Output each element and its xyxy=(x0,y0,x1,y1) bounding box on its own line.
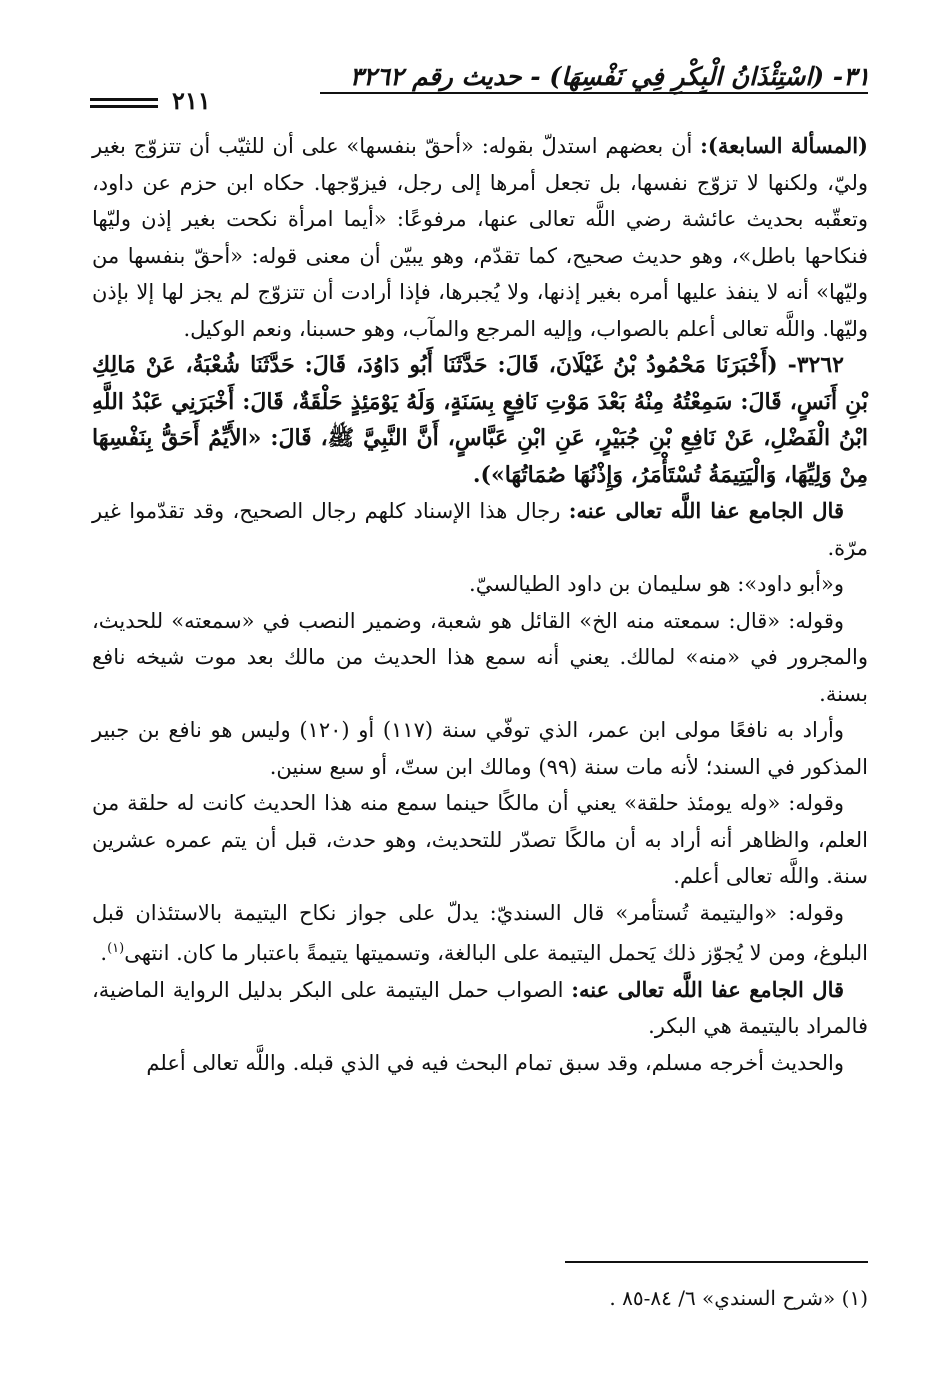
paragraph-lead: قال الجامع عفا اللَّه تعالى عنه: xyxy=(571,976,845,1002)
page-header xyxy=(90,62,870,115)
paragraph-text: الصواب حمل اليتيمة على البكر بدليل الرواية الماضية، فالمراد باليتيمة هي البكر. xyxy=(92,977,868,1038)
paragraph-heard-from-him: وقوله: «قال: سمعته منه الخ» القائل هو شعبة، وضمير النصب في «سمعته» للحديث، والمجرور في «منه» لمالك. يعني أنه سمع هذا الحديث من مالك بعد موت شيخه نافع بسنة. xyxy=(92,608,868,706)
paragraph-text: أن بعضهم استدلّ بقوله: «أحقّ بنفسها» على أن للثيّب أن تتزوّج بغير وليّ، ولكنها لا تزوّج نفسها، بل تجعل أمرها إلى رجل، فيزوّجها. حكاه ابن حزم عن داود، وتعقّبه بحديث عائشة رضي اللَّه تعالى عنها، مرفوعًا: «أيما امرأة نكحت بغير إذن وليّها فنكاحها باطل»، وهو حديث صحيح، كما تقدّم، وهو يبيّن أن معنى قوله: «أحقّ بنفسها من وليّها» أنه لا ينفذ عليها أمره بغير إذنها، ولا يُجبرها، فإذا أرادت أن تتزوّج لم يجز لها إلا بإذن وليّها. واللَّه تعالى أعلم بالصواب، وإليه المرجع والمآب، وهو حسبنا، ونعم الوكيل. xyxy=(92,134,868,341)
footnote: (١) «شرح السندي» ٦/ ٨٤-٨٥ . xyxy=(609,1286,868,1310)
paragraph-compiler-note xyxy=(92,972,868,1045)
paragraph-lead: (المسألة السابعة): xyxy=(700,133,868,158)
paragraph-text: رجال هذا الإسناد كلهم رجال الصحيح، وقد تقدّموا غير مرّة. xyxy=(92,499,868,560)
paragraph-nafi: وأراد به نافعًا مولى ابن عمر، الذي توفّي سنة (١١٧) أو (١٢٠) وليس هو نافع بن جبير المذكور في السند؛ لأنه مات سنة (٩٩) ومالك ابن ستّ، أو سبع سنين. xyxy=(92,718,868,779)
body-text xyxy=(92,128,868,1081)
paragraph-muslim: والحديث أخرجه مسلم، وقد سبق تمام البحث فيه في الذي قبله. واللَّه تعالى أعلم xyxy=(146,1050,844,1075)
hadith-text: ٣٢٦٢- (أَخْبَرَنَا مَحْمُودُ بْنُ غَيْلَانَ، قَالَ: حَدَّثَنَا أَبُو دَاوُدَ، قَالَ: حَدَّثَنَا شُعْبَةُ، عَنْ مَالِكِ بْنِ أَنَسٍ، قَالَ: سَمِعْتُهُ مِنْهُ بَعْدَ مَوْتِ نَافِعٍ بِسَنَةٍ، وَلَهُ يَوْمَئِذٍ حَلْقَةٌ، قَالَ: أَخْبَرَنِي عَبْدُ اللَّهِ ابْنُ الْفَضْلِ، عَنْ نَافِعِ بْنِ جُبَيْرٍ، عَنِ ابْنِ عَبَّاسٍ، أَنَّ النَّبِيَّ ﷺ، قَالَ: «الأَيِّمُ أَحَقُّ بِنَفْسِهَا مِنْ وَلِيِّهَا، وَالْيَتِيمَةُ تُسْتَأْمَرُ، وَإِذْنُهَا صُمَاتُهَا»). xyxy=(92,352,868,488)
header-rule xyxy=(320,92,868,94)
paragraph-narrators xyxy=(92,493,868,566)
paragraph-orphan xyxy=(92,895,868,972)
paragraph-text: وقوله: «واليتيمة تُستأمر» قال السنديّ: يدلّ على جواز نكاح اليتيمة بالاستئذان قبل البلوغ، ومن لا يُجوّز ذلك يَحمل اليتيمة على البالغة، وتسميتها يتيمةً باعتبار ما كان. انتهى xyxy=(92,900,868,965)
double-rule-icon xyxy=(90,94,158,112)
page-number-text: ٢١١ xyxy=(172,86,211,115)
paragraph-tail: . xyxy=(100,941,108,965)
paragraph-lead: قال الجامع عفا اللَّه تعالى عنه: xyxy=(568,498,844,523)
paragraph-abu-dawud: و«أبو داود»: هو سليمان بن داود الطيالسيّ. xyxy=(469,572,844,596)
paragraph-halqa: وقوله: «وله يومئذ حلقة» يعني أن مالكًا حينما سمع منه هذا الحديث كانت له حلقة من العلم، والظاهر أنه أراد به أن مالكًا تصدّر للتحديث، وهو حدث، قبل أن يتم عمره عشرين سنة. واللَّه تعالى أعلم. xyxy=(92,791,868,888)
page-number xyxy=(90,86,211,115)
footnote-ref: (١) xyxy=(107,941,125,956)
paragraph-issue-seven xyxy=(92,128,868,347)
footnote-rule xyxy=(565,1261,868,1263)
header-title: ٣١- (اسْتِئْذَانُ الْبِكْرِ فِي نَفْسِهَا) - حديث رقم ٣٢٦٢ xyxy=(349,62,870,91)
